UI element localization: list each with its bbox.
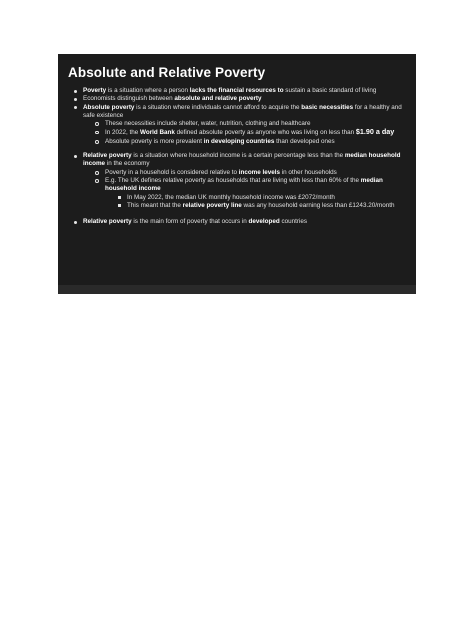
term-absolute-poverty: Absolute poverty <box>83 103 135 111</box>
text: countries <box>279 218 308 226</box>
text: Absolute poverty is more prevalent <box>105 137 204 145</box>
sub-sub-list <box>115 194 406 211</box>
emphasis: income levels <box>238 168 281 176</box>
text: is the main form of poverty that occurs in <box>131 218 249 226</box>
emphasis: in developing countries <box>203 137 275 145</box>
text: is a situation where individuals cannot afford to acquire the <box>134 103 302 111</box>
text: is a situation where a person <box>106 87 190 94</box>
text: is a situation where household income is a certain percentage less than the <box>131 152 345 160</box>
term-relative-poverty: Relative poverty <box>83 152 132 160</box>
sub-sub-bullet-poverty-line <box>115 202 406 210</box>
slide-title: Absolute and Relative Poverty <box>68 65 266 80</box>
emphasis: median household income <box>83 152 401 168</box>
emphasis: $1.90 a day <box>355 127 395 137</box>
bullet-list <box>68 87 406 226</box>
bullet-relative-main-form <box>68 218 406 226</box>
text: for a healthy and safe existence <box>83 103 402 119</box>
emphasis: absolute and relative poverty <box>174 95 262 103</box>
text: defined absolute poverty as anyone who was living on less than <box>174 129 356 137</box>
text: was any household earning less than £1243.20/month <box>241 201 395 209</box>
emphasis: lacks the financial resources to <box>189 87 284 94</box>
term-poverty: Poverty <box>83 87 107 94</box>
sub-sub-bullet-median-income <box>115 194 406 202</box>
text: These necessities include shelter, water, nutrition, clothing and healthcare <box>105 120 311 128</box>
bullet-economists-distinguish <box>68 95 406 103</box>
text: in other households <box>280 168 337 176</box>
text: In 2022, the <box>105 129 141 137</box>
text: This meant that the <box>127 201 183 209</box>
emphasis: World Bank <box>140 129 175 137</box>
sub-bullet-world-bank <box>92 128 406 137</box>
text: Poverty in a household is considered relative to <box>105 168 239 176</box>
emphasis: median household income <box>105 176 383 193</box>
sub-bullet-income-levels <box>92 169 406 177</box>
text: E.g. The UK defines relative poverty as households that are living with less than 60% of the <box>105 176 361 184</box>
bullet-poverty-definition <box>68 87 406 95</box>
sub-bullet-uk-definition <box>92 177 406 210</box>
emphasis: developed <box>248 218 280 226</box>
term-relative-poverty: Relative poverty <box>83 218 132 226</box>
text: than developed ones <box>274 137 335 145</box>
sub-list <box>92 169 406 210</box>
slide <box>58 54 416 294</box>
bullet-relative-poverty <box>68 152 406 210</box>
text: sustain a basic standard of living <box>283 87 377 94</box>
text: Economists distinguish between <box>83 95 175 103</box>
sub-bullet-prevalence <box>92 138 406 146</box>
sub-list <box>92 120 406 146</box>
text: in the economy <box>105 160 150 168</box>
slide-footer-bar <box>58 285 416 294</box>
bullet-absolute-poverty <box>68 104 406 146</box>
emphasis: relative poverty line <box>182 201 242 209</box>
text: In May 2022, the median UK monthly household income was £2072/month <box>127 193 335 201</box>
emphasis: basic necessities <box>301 103 354 111</box>
